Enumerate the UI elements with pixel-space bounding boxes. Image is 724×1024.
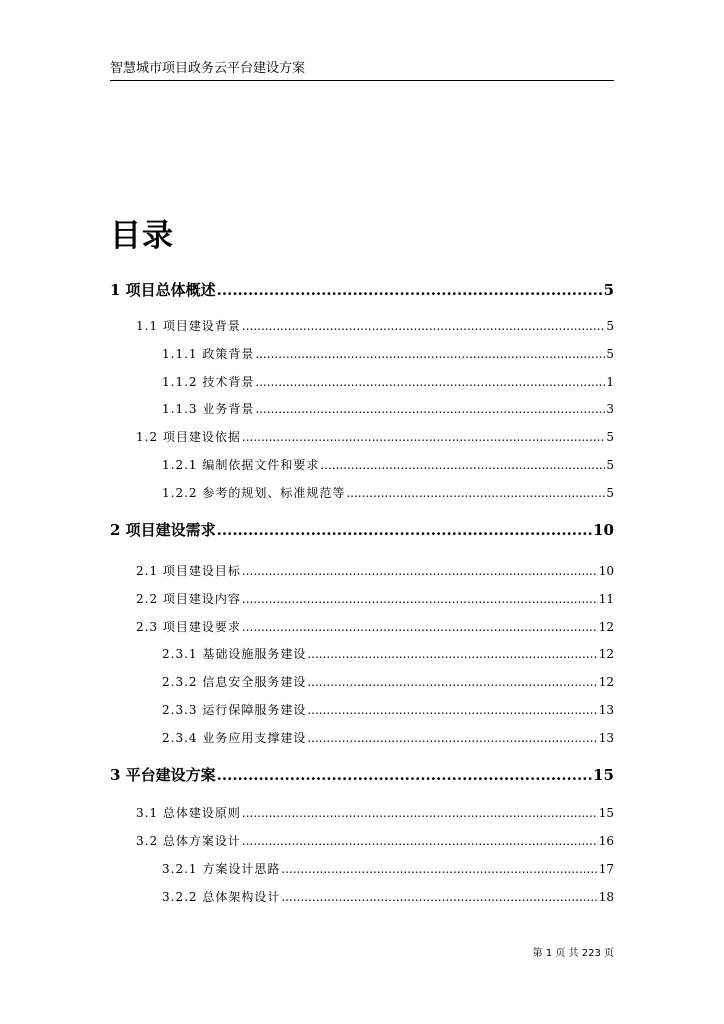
toc-entry-level3[interactable] (162, 345, 614, 362)
toc-leader-dots (217, 766, 592, 784)
toc-entry-page: 12 (598, 647, 614, 661)
toc-entry-page: 5 (603, 281, 614, 299)
toc-entry-level1[interactable] (110, 764, 614, 785)
toc-leader-dots (255, 347, 605, 361)
toc-entry-level1[interactable] (110, 519, 614, 540)
toc-entry-level3[interactable] (162, 729, 614, 746)
toc-entry-label: 1.2.2 参考的规划、标准规范等 (162, 486, 346, 500)
toc-heading: 目录 (110, 218, 174, 254)
toc-entry-level1[interactable] (110, 279, 614, 300)
toc-entry-level2[interactable] (136, 618, 614, 635)
toc-entry-page: 16 (598, 834, 614, 848)
toc-leader-dots (217, 521, 592, 539)
toc-entry-label: 3.2 总体方案设计 (136, 834, 241, 848)
toc-entry-label: 3.2.2 总体架构设计 (162, 890, 281, 904)
toc-entry-level2[interactable] (136, 562, 614, 579)
toc-entry-level3[interactable] (162, 860, 614, 877)
toc-leader-dots (242, 564, 598, 578)
toc-entry-page: 5 (606, 486, 614, 500)
toc-leader-dots (255, 375, 605, 389)
toc-entry-page: 18 (598, 890, 614, 904)
toc-entry-label: 1.1.2 技术背景 (162, 375, 255, 389)
toc-entry-page: 1 (606, 375, 614, 389)
toc-entry-label: 1.1.1 政策背景 (162, 347, 255, 361)
toc-entry-page: 17 (598, 862, 614, 876)
toc-entry-label: 2.3.2 信息安全服务建设 (162, 675, 307, 689)
toc-leader-dots (255, 402, 605, 416)
toc-entry-label: 3.1 总体建设原则 (136, 806, 241, 820)
toc-entry-label: 2.3 项目建设要求 (136, 620, 241, 634)
toc-leader-dots (307, 703, 597, 717)
toc-entry-label: 2.2 项目建设内容 (136, 592, 241, 606)
toc-entry-level3[interactable] (162, 888, 614, 905)
toc-leader-dots (307, 647, 597, 661)
toc-entry-page: 15 (593, 766, 614, 784)
toc-entry-level2[interactable] (136, 590, 614, 607)
toc-entry-level2[interactable] (136, 428, 614, 445)
toc-entry-page: 13 (598, 703, 614, 717)
toc-entry-label: 2 项目建设需求 (110, 521, 216, 539)
toc-entry-level3[interactable] (162, 701, 614, 718)
document-title: 智慧城市项目政务云平台建设方案 (110, 61, 306, 76)
toc-entry-page: 15 (598, 806, 614, 820)
toc-entry-label: 2.3.4 业务应用支撑建设 (162, 731, 307, 745)
toc-entry-label: 3.2.1 方案设计思路 (162, 862, 281, 876)
toc-leader-dots (217, 281, 603, 299)
toc-leader-dots (307, 731, 597, 745)
toc-leader-dots (242, 430, 605, 444)
toc-leader-dots (307, 675, 597, 689)
toc-leader-dots (320, 458, 605, 472)
toc-leader-dots (242, 319, 605, 333)
page-footer: 第 1 页 共 223 页 (532, 948, 614, 959)
toc-entry-label: 1 项目总体概述 (110, 281, 216, 299)
toc-entry-label: 3 平台建设方案 (110, 766, 216, 784)
toc-entry-page: 5 (606, 319, 614, 333)
toc-entry-page: 10 (593, 521, 614, 539)
toc-entry-level3[interactable] (162, 456, 614, 473)
toc-entry-label: 1.1 项目建设背景 (136, 319, 241, 333)
toc-leader-dots (242, 592, 598, 606)
toc-entry-level3[interactable] (162, 673, 614, 690)
toc-entry-label: 2.3.1 基础设施服务建设 (162, 647, 307, 661)
toc-entry-level2[interactable] (136, 317, 614, 334)
toc-entry-page: 11 (598, 592, 614, 606)
toc-entry-page: 5 (606, 430, 614, 444)
toc-entry-page: 5 (606, 347, 614, 361)
toc-entry-level3[interactable] (162, 373, 614, 390)
toc-leader-dots (242, 834, 598, 848)
page-header (110, 60, 614, 81)
toc-entry-label: 2.3.3 运行保障服务建设 (162, 703, 307, 717)
toc-entry-level2[interactable] (136, 804, 614, 821)
toc-entry-level3[interactable] (162, 484, 614, 501)
toc-leader-dots (242, 620, 598, 634)
toc-entry-page: 13 (598, 731, 614, 745)
toc-entry-label: 2.1 项目建设目标 (136, 564, 241, 578)
toc-entry-page: 5 (606, 458, 614, 472)
toc-leader-dots (281, 862, 597, 876)
toc-entry-label: 1.2.1 编制依据文件和要求 (162, 458, 320, 472)
toc-leader-dots (281, 890, 597, 904)
toc-entry-page: 10 (598, 564, 614, 578)
toc-entry-page: 12 (598, 620, 614, 634)
toc-entry-page: 3 (606, 402, 614, 416)
toc-entry-level3[interactable] (162, 400, 614, 417)
toc-entry-level3[interactable] (162, 645, 614, 662)
toc-leader-dots (242, 806, 598, 820)
toc-entry-label: 1.1.3 业务背景 (162, 402, 255, 416)
toc-entry-label: 1.2 项目建设依据 (136, 430, 241, 444)
toc-leader-dots (346, 486, 605, 500)
toc-entry-page: 12 (598, 675, 614, 689)
toc-entry-level2[interactable] (136, 832, 614, 849)
